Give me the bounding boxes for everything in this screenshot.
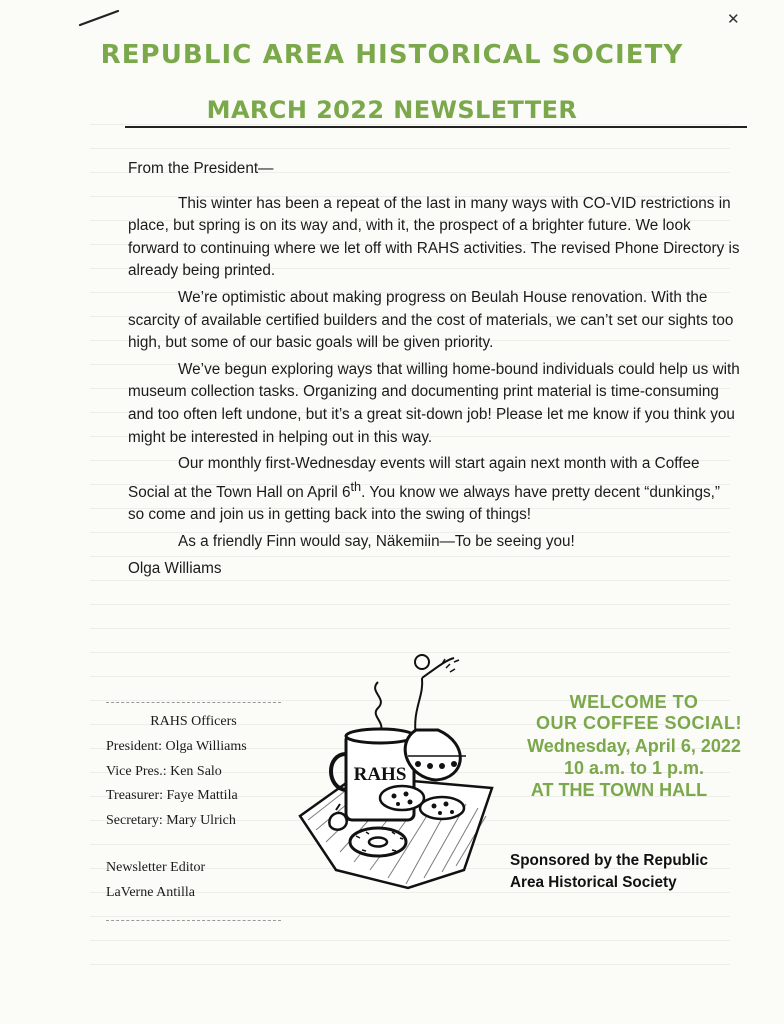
sponsor-note	[510, 850, 760, 894]
editor-title: Newsletter Editor	[106, 859, 206, 875]
header-rule	[125, 126, 747, 128]
president-letter	[128, 158, 740, 584]
events-text-start: Our monthly first-Wednesday events will start again next month with a Coffee Social at the Town Hall on April 6	[128, 455, 700, 501]
officers-box	[106, 702, 281, 921]
sponsor-line-1: Sponsored by the Republic	[510, 852, 709, 869]
letter-farewell: As a friendly Finn would say, Näkemiin—To be seeing you!	[178, 533, 575, 550]
letter-signature: Olga Williams	[128, 559, 222, 577]
newsletter-title: MARCH 2022 NEWSLETTER	[206, 96, 578, 124]
officer-vice-president: Vice Pres.: Ken Salo	[106, 763, 222, 779]
sponsor-line-2: Area Historical Society	[510, 874, 677, 891]
letter-paragraph: We’re optimistic about making progress on Beulah House renovation. With the scarcity of available certified builders and the cost of materials, we can’t set our sights too high, but some of our basic goals will be given priority.	[128, 288, 734, 352]
event-location: AT THE TOWN HALL	[530, 780, 708, 800]
letter-paragraph: This winter has been a repeat of the last in many ways with CO-VID restrictions in place, but spring is on its way and, with it, the prospect of a brighter future. We look forward to continuing where we let off with RAHS activities. The revised Phone Directory is already being printed.	[128, 194, 740, 280]
events-superscript: th	[350, 478, 362, 494]
event-announcement	[500, 692, 768, 801]
events-text-end: . You know we always have pretty decent “dunkings,” so come and join us in getting back into the swing of things!	[128, 483, 720, 524]
editor-name: LaVerne Antilla	[106, 884, 196, 900]
letter-paragraph-events	[128, 453, 740, 527]
event-title-line: OUR COFFEE SOCIAL!	[536, 713, 742, 733]
letter-paragraph: We’ve begun exploring ways that willing home-bound individuals could help us with museum collection tasks. Organizing and documenting print material is time-consuming and too often left undone, but it’s a great sit-down job! Please let me know if you think you might be interested in helping out in this way.	[128, 360, 740, 446]
event-time: 10 a.m. to 1 p.m.	[563, 758, 705, 778]
pen-stroke-mark	[78, 8, 122, 28]
officers-top-rule	[106, 702, 281, 703]
officers-heading: RAHS Officers	[150, 714, 237, 729]
society-title: REPUBLIC AREA HISTORICAL SOCIETY	[100, 40, 684, 70]
mug-label: RAHS	[353, 764, 407, 785]
officer-president: President: Olga Williams	[106, 738, 247, 754]
x-mark: ✕	[727, 10, 740, 28]
officer-secretary: Secretary: Mary Ulrich	[106, 813, 236, 829]
event-welcome-line: WELCOME TO	[569, 692, 699, 712]
letter-greeting: From the President—	[128, 160, 274, 177]
event-date: Wednesday, April 6, 2022	[527, 736, 741, 756]
officer-treasurer: Treasurer: Faye Mattila	[106, 788, 238, 804]
coffee-illustration	[296, 638, 496, 908]
officers-spacer	[106, 834, 281, 856]
